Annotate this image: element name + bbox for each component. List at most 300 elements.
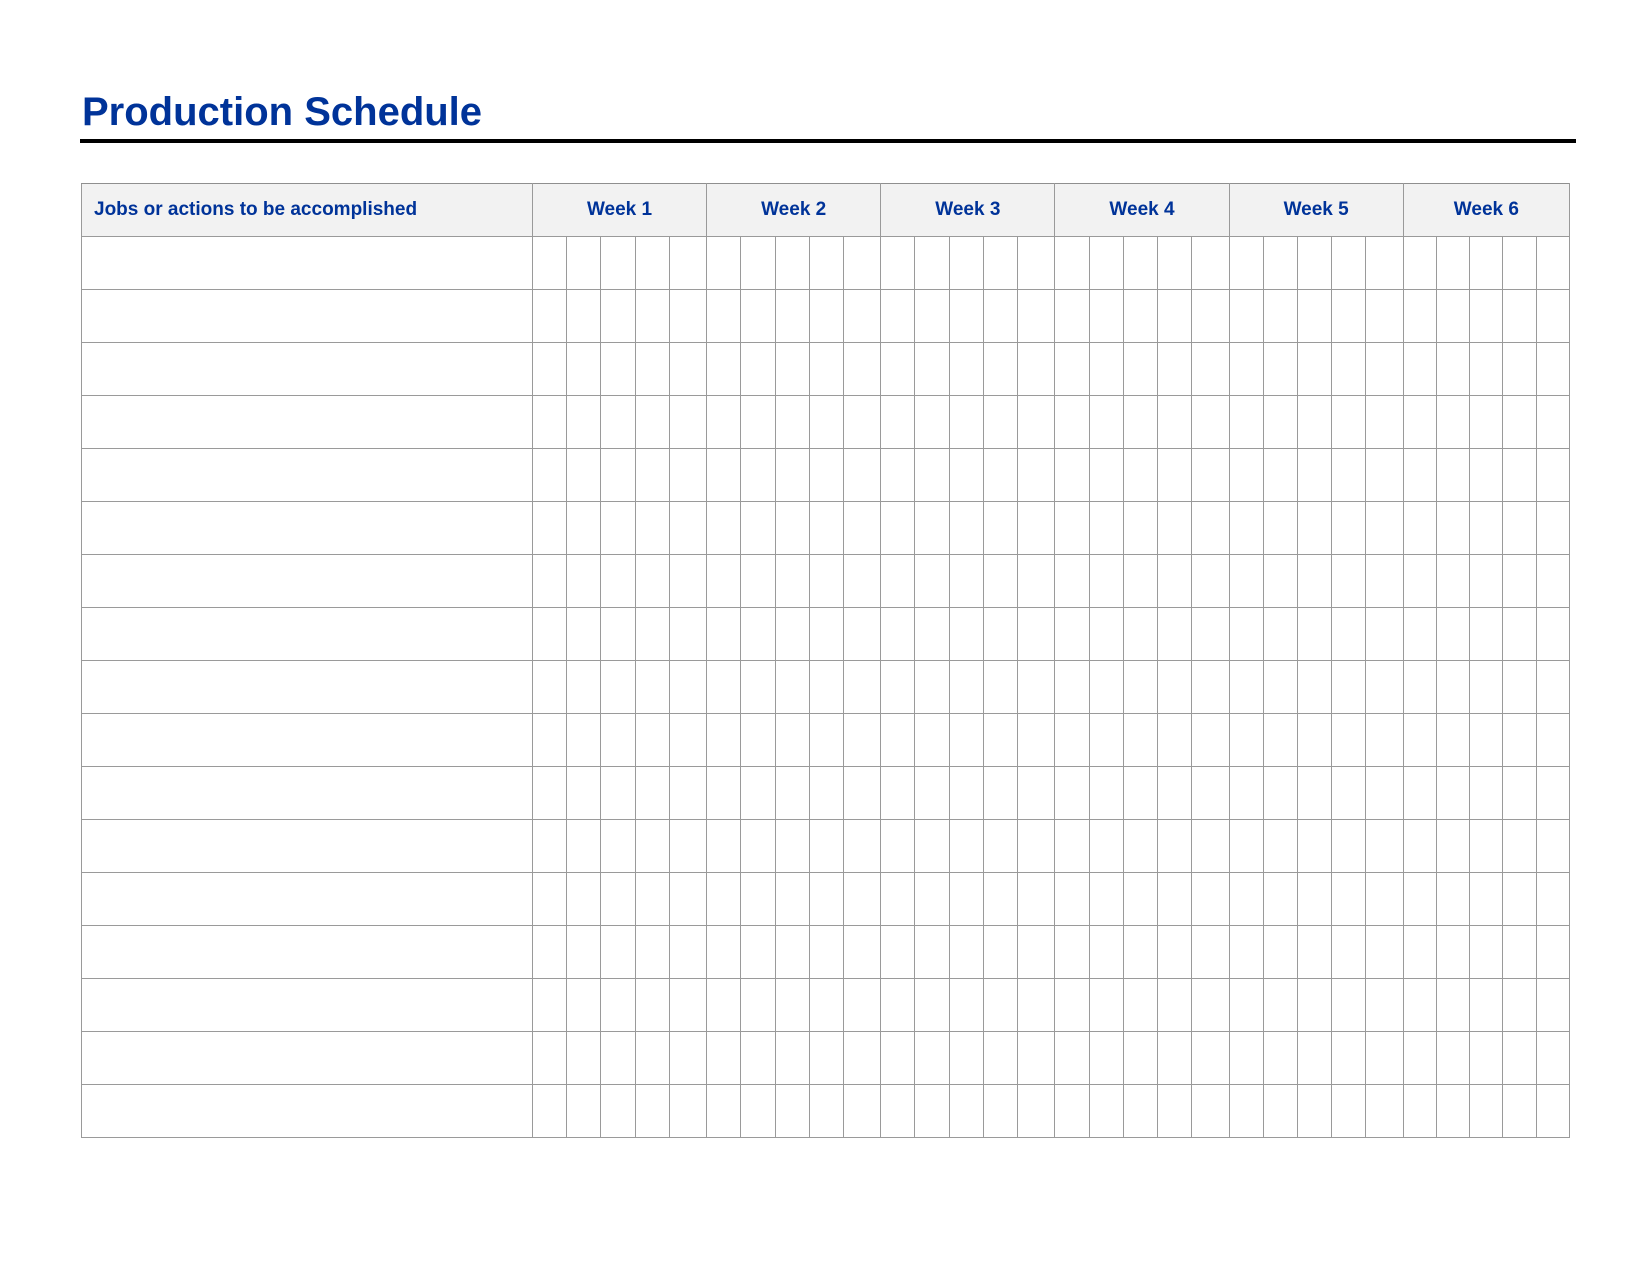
day-cell[interactable] bbox=[567, 767, 601, 820]
day-cell[interactable] bbox=[1536, 926, 1569, 979]
day-cell[interactable] bbox=[983, 396, 1017, 449]
day-cell[interactable] bbox=[1123, 290, 1157, 343]
day-cell[interactable] bbox=[1123, 1085, 1157, 1138]
day-cell[interactable] bbox=[1366, 608, 1403, 661]
day-cell[interactable] bbox=[1470, 873, 1503, 926]
day-cell[interactable] bbox=[809, 555, 843, 608]
day-cell[interactable] bbox=[1503, 1032, 1536, 1085]
day-cell[interactable] bbox=[601, 608, 635, 661]
day-cell[interactable] bbox=[983, 1032, 1017, 1085]
day-cell[interactable] bbox=[1192, 661, 1229, 714]
day-cell[interactable] bbox=[1436, 1085, 1469, 1138]
day-cell[interactable] bbox=[1503, 926, 1536, 979]
day-cell[interactable] bbox=[1229, 661, 1263, 714]
day-cell[interactable] bbox=[601, 820, 635, 873]
day-cell[interactable] bbox=[1055, 767, 1089, 820]
day-cell[interactable] bbox=[1158, 1032, 1192, 1085]
day-cell[interactable] bbox=[567, 237, 601, 290]
day-cell[interactable] bbox=[1018, 661, 1055, 714]
day-cell[interactable] bbox=[881, 661, 915, 714]
day-cell[interactable] bbox=[1089, 661, 1123, 714]
day-cell[interactable] bbox=[1298, 396, 1332, 449]
day-cell[interactable] bbox=[1263, 661, 1297, 714]
day-cell[interactable] bbox=[809, 290, 843, 343]
day-cell[interactable] bbox=[1229, 343, 1263, 396]
day-cell[interactable] bbox=[1089, 608, 1123, 661]
day-cell[interactable] bbox=[881, 396, 915, 449]
day-cell[interactable] bbox=[881, 1032, 915, 1085]
day-cell[interactable] bbox=[949, 661, 983, 714]
day-cell[interactable] bbox=[1503, 1085, 1536, 1138]
day-cell[interactable] bbox=[881, 290, 915, 343]
day-cell[interactable] bbox=[1332, 343, 1366, 396]
day-cell[interactable] bbox=[843, 343, 880, 396]
day-cell[interactable] bbox=[949, 1032, 983, 1085]
day-cell[interactable] bbox=[1123, 237, 1157, 290]
day-cell[interactable] bbox=[843, 449, 880, 502]
day-cell[interactable] bbox=[1366, 767, 1403, 820]
day-cell[interactable] bbox=[809, 926, 843, 979]
day-cell[interactable] bbox=[983, 449, 1017, 502]
day-cell[interactable] bbox=[775, 873, 809, 926]
day-cell[interactable] bbox=[635, 449, 669, 502]
day-cell[interactable] bbox=[741, 767, 775, 820]
day-cell[interactable] bbox=[881, 767, 915, 820]
day-cell[interactable] bbox=[1055, 714, 1089, 767]
day-cell[interactable] bbox=[1229, 767, 1263, 820]
day-cell[interactable] bbox=[1298, 290, 1332, 343]
day-cell[interactable] bbox=[1403, 1032, 1436, 1085]
day-cell[interactable] bbox=[1366, 873, 1403, 926]
day-cell[interactable] bbox=[707, 449, 741, 502]
day-cell[interactable] bbox=[1229, 926, 1263, 979]
job-cell[interactable] bbox=[82, 714, 533, 767]
day-cell[interactable] bbox=[1470, 979, 1503, 1032]
day-cell[interactable] bbox=[1470, 237, 1503, 290]
day-cell[interactable] bbox=[1403, 555, 1436, 608]
day-cell[interactable] bbox=[1018, 449, 1055, 502]
day-cell[interactable] bbox=[1192, 767, 1229, 820]
day-cell[interactable] bbox=[1089, 237, 1123, 290]
day-cell[interactable] bbox=[707, 396, 741, 449]
day-cell[interactable] bbox=[983, 555, 1017, 608]
day-cell[interactable] bbox=[1403, 979, 1436, 1032]
day-cell[interactable] bbox=[567, 608, 601, 661]
day-cell[interactable] bbox=[775, 608, 809, 661]
day-cell[interactable] bbox=[1332, 873, 1366, 926]
day-cell[interactable] bbox=[1089, 714, 1123, 767]
day-cell[interactable] bbox=[843, 714, 880, 767]
day-cell[interactable] bbox=[1229, 1085, 1263, 1138]
day-cell[interactable] bbox=[1192, 343, 1229, 396]
day-cell[interactable] bbox=[983, 502, 1017, 555]
day-cell[interactable] bbox=[601, 1032, 635, 1085]
day-cell[interactable] bbox=[1366, 502, 1403, 555]
job-cell[interactable] bbox=[82, 343, 533, 396]
day-cell[interactable] bbox=[567, 979, 601, 1032]
day-cell[interactable] bbox=[1192, 290, 1229, 343]
day-cell[interactable] bbox=[915, 290, 949, 343]
day-cell[interactable] bbox=[1436, 502, 1469, 555]
day-cell[interactable] bbox=[1158, 502, 1192, 555]
day-cell[interactable] bbox=[983, 767, 1017, 820]
day-cell[interactable] bbox=[1403, 608, 1436, 661]
day-cell[interactable] bbox=[881, 502, 915, 555]
day-cell[interactable] bbox=[1332, 926, 1366, 979]
day-cell[interactable] bbox=[567, 820, 601, 873]
day-cell[interactable] bbox=[1332, 449, 1366, 502]
day-cell[interactable] bbox=[915, 714, 949, 767]
day-cell[interactable] bbox=[532, 820, 566, 873]
day-cell[interactable] bbox=[1018, 1032, 1055, 1085]
day-cell[interactable] bbox=[532, 396, 566, 449]
day-cell[interactable] bbox=[1229, 396, 1263, 449]
day-cell[interactable] bbox=[1123, 661, 1157, 714]
day-cell[interactable] bbox=[843, 873, 880, 926]
day-cell[interactable] bbox=[1332, 502, 1366, 555]
day-cell[interactable] bbox=[669, 661, 706, 714]
day-cell[interactable] bbox=[1158, 820, 1192, 873]
day-cell[interactable] bbox=[635, 502, 669, 555]
day-cell[interactable] bbox=[843, 555, 880, 608]
day-cell[interactable] bbox=[1366, 449, 1403, 502]
day-cell[interactable] bbox=[775, 661, 809, 714]
day-cell[interactable] bbox=[1470, 502, 1503, 555]
day-cell[interactable] bbox=[1229, 555, 1263, 608]
day-cell[interactable] bbox=[707, 873, 741, 926]
day-cell[interactable] bbox=[1123, 555, 1157, 608]
day-cell[interactable] bbox=[1263, 873, 1297, 926]
day-cell[interactable] bbox=[1332, 290, 1366, 343]
day-cell[interactable] bbox=[1018, 396, 1055, 449]
day-cell[interactable] bbox=[809, 502, 843, 555]
day-cell[interactable] bbox=[775, 979, 809, 1032]
day-cell[interactable] bbox=[707, 1085, 741, 1138]
day-cell[interactable] bbox=[1263, 767, 1297, 820]
day-cell[interactable] bbox=[741, 714, 775, 767]
day-cell[interactable] bbox=[775, 449, 809, 502]
day-cell[interactable] bbox=[1366, 555, 1403, 608]
day-cell[interactable] bbox=[741, 873, 775, 926]
day-cell[interactable] bbox=[707, 820, 741, 873]
day-cell[interactable] bbox=[1089, 767, 1123, 820]
day-cell[interactable] bbox=[567, 502, 601, 555]
day-cell[interactable] bbox=[983, 873, 1017, 926]
day-cell[interactable] bbox=[1229, 290, 1263, 343]
day-cell[interactable] bbox=[601, 979, 635, 1032]
job-cell[interactable] bbox=[82, 396, 533, 449]
day-cell[interactable] bbox=[635, 343, 669, 396]
day-cell[interactable] bbox=[1089, 343, 1123, 396]
day-cell[interactable] bbox=[1055, 661, 1089, 714]
day-cell[interactable] bbox=[1436, 767, 1469, 820]
day-cell[interactable] bbox=[1298, 1085, 1332, 1138]
job-cell[interactable] bbox=[82, 926, 533, 979]
day-cell[interactable] bbox=[843, 502, 880, 555]
day-cell[interactable] bbox=[601, 290, 635, 343]
day-cell[interactable] bbox=[983, 661, 1017, 714]
day-cell[interactable] bbox=[1403, 873, 1436, 926]
day-cell[interactable] bbox=[532, 449, 566, 502]
day-cell[interactable] bbox=[669, 767, 706, 820]
day-cell[interactable] bbox=[1158, 343, 1192, 396]
day-cell[interactable] bbox=[1123, 608, 1157, 661]
day-cell[interactable] bbox=[741, 979, 775, 1032]
day-cell[interactable] bbox=[1403, 396, 1436, 449]
day-cell[interactable] bbox=[741, 608, 775, 661]
day-cell[interactable] bbox=[1332, 714, 1366, 767]
day-cell[interactable] bbox=[843, 237, 880, 290]
day-cell[interactable] bbox=[669, 1085, 706, 1138]
day-cell[interactable] bbox=[741, 661, 775, 714]
day-cell[interactable] bbox=[669, 820, 706, 873]
day-cell[interactable] bbox=[1192, 926, 1229, 979]
day-cell[interactable] bbox=[843, 820, 880, 873]
day-cell[interactable] bbox=[635, 555, 669, 608]
day-cell[interactable] bbox=[1332, 1032, 1366, 1085]
day-cell[interactable] bbox=[669, 1032, 706, 1085]
day-cell[interactable] bbox=[567, 714, 601, 767]
day-cell[interactable] bbox=[1089, 1032, 1123, 1085]
day-cell[interactable] bbox=[843, 767, 880, 820]
day-cell[interactable] bbox=[532, 502, 566, 555]
day-cell[interactable] bbox=[775, 396, 809, 449]
day-cell[interactable] bbox=[1263, 1032, 1297, 1085]
day-cell[interactable] bbox=[1403, 926, 1436, 979]
day-cell[interactable] bbox=[843, 608, 880, 661]
day-cell[interactable] bbox=[915, 396, 949, 449]
day-cell[interactable] bbox=[1192, 237, 1229, 290]
day-cell[interactable] bbox=[741, 237, 775, 290]
day-cell[interactable] bbox=[635, 1032, 669, 1085]
day-cell[interactable] bbox=[983, 979, 1017, 1032]
day-cell[interactable] bbox=[1436, 396, 1469, 449]
day-cell[interactable] bbox=[567, 555, 601, 608]
day-cell[interactable] bbox=[601, 926, 635, 979]
day-cell[interactable] bbox=[1332, 979, 1366, 1032]
day-cell[interactable] bbox=[915, 449, 949, 502]
day-cell[interactable] bbox=[1158, 661, 1192, 714]
day-cell[interactable] bbox=[1192, 396, 1229, 449]
day-cell[interactable] bbox=[949, 502, 983, 555]
day-cell[interactable] bbox=[915, 237, 949, 290]
day-cell[interactable] bbox=[843, 1032, 880, 1085]
day-cell[interactable] bbox=[532, 608, 566, 661]
day-cell[interactable] bbox=[1436, 661, 1469, 714]
day-cell[interactable] bbox=[1263, 979, 1297, 1032]
day-cell[interactable] bbox=[635, 290, 669, 343]
day-cell[interactable] bbox=[949, 449, 983, 502]
job-cell[interactable] bbox=[82, 502, 533, 555]
day-cell[interactable] bbox=[1229, 820, 1263, 873]
day-cell[interactable] bbox=[881, 979, 915, 1032]
day-cell[interactable] bbox=[1263, 502, 1297, 555]
day-cell[interactable] bbox=[1158, 979, 1192, 1032]
day-cell[interactable] bbox=[881, 555, 915, 608]
day-cell[interactable] bbox=[915, 343, 949, 396]
day-cell[interactable] bbox=[1436, 873, 1469, 926]
day-cell[interactable] bbox=[1298, 926, 1332, 979]
day-cell[interactable] bbox=[1298, 820, 1332, 873]
day-cell[interactable] bbox=[1192, 449, 1229, 502]
day-cell[interactable] bbox=[775, 290, 809, 343]
day-cell[interactable] bbox=[1298, 608, 1332, 661]
job-cell[interactable] bbox=[82, 1032, 533, 1085]
day-cell[interactable] bbox=[1229, 449, 1263, 502]
day-cell[interactable] bbox=[1192, 1032, 1229, 1085]
day-cell[interactable] bbox=[567, 449, 601, 502]
day-cell[interactable] bbox=[1503, 661, 1536, 714]
day-cell[interactable] bbox=[601, 396, 635, 449]
day-cell[interactable] bbox=[1536, 1085, 1569, 1138]
day-cell[interactable] bbox=[532, 555, 566, 608]
day-cell[interactable] bbox=[1298, 502, 1332, 555]
day-cell[interactable] bbox=[532, 714, 566, 767]
day-cell[interactable] bbox=[1403, 449, 1436, 502]
day-cell[interactable] bbox=[775, 1085, 809, 1138]
day-cell[interactable] bbox=[1503, 449, 1536, 502]
day-cell[interactable] bbox=[1298, 343, 1332, 396]
day-cell[interactable] bbox=[1192, 502, 1229, 555]
day-cell[interactable] bbox=[1192, 820, 1229, 873]
day-cell[interactable] bbox=[1263, 820, 1297, 873]
day-cell[interactable] bbox=[1089, 449, 1123, 502]
day-cell[interactable] bbox=[949, 873, 983, 926]
day-cell[interactable] bbox=[1436, 237, 1469, 290]
day-cell[interactable] bbox=[1470, 1032, 1503, 1085]
day-cell[interactable] bbox=[949, 714, 983, 767]
day-cell[interactable] bbox=[1536, 290, 1569, 343]
day-cell[interactable] bbox=[1018, 555, 1055, 608]
day-cell[interactable] bbox=[1366, 237, 1403, 290]
day-cell[interactable] bbox=[1436, 714, 1469, 767]
day-cell[interactable] bbox=[1263, 343, 1297, 396]
day-cell[interactable] bbox=[983, 343, 1017, 396]
day-cell[interactable] bbox=[1123, 449, 1157, 502]
day-cell[interactable] bbox=[1298, 979, 1332, 1032]
day-cell[interactable] bbox=[1536, 979, 1569, 1032]
day-cell[interactable] bbox=[635, 661, 669, 714]
day-cell[interactable] bbox=[1536, 555, 1569, 608]
day-cell[interactable] bbox=[1503, 343, 1536, 396]
day-cell[interactable] bbox=[532, 237, 566, 290]
day-cell[interactable] bbox=[567, 661, 601, 714]
day-cell[interactable] bbox=[1536, 661, 1569, 714]
day-cell[interactable] bbox=[1366, 396, 1403, 449]
day-cell[interactable] bbox=[669, 873, 706, 926]
day-cell[interactable] bbox=[775, 502, 809, 555]
day-cell[interactable] bbox=[949, 979, 983, 1032]
day-cell[interactable] bbox=[949, 290, 983, 343]
day-cell[interactable] bbox=[1366, 820, 1403, 873]
job-cell[interactable] bbox=[82, 1085, 533, 1138]
day-cell[interactable] bbox=[1018, 502, 1055, 555]
day-cell[interactable] bbox=[707, 714, 741, 767]
day-cell[interactable] bbox=[1089, 290, 1123, 343]
day-cell[interactable] bbox=[1123, 343, 1157, 396]
day-cell[interactable] bbox=[567, 1032, 601, 1085]
day-cell[interactable] bbox=[669, 396, 706, 449]
day-cell[interactable] bbox=[1158, 555, 1192, 608]
day-cell[interactable] bbox=[1192, 608, 1229, 661]
day-cell[interactable] bbox=[601, 343, 635, 396]
day-cell[interactable] bbox=[881, 1085, 915, 1138]
day-cell[interactable] bbox=[1503, 290, 1536, 343]
day-cell[interactable] bbox=[1055, 290, 1089, 343]
day-cell[interactable] bbox=[1436, 555, 1469, 608]
day-cell[interactable] bbox=[1403, 820, 1436, 873]
day-cell[interactable] bbox=[532, 1085, 566, 1138]
day-cell[interactable] bbox=[669, 714, 706, 767]
day-cell[interactable] bbox=[1018, 237, 1055, 290]
day-cell[interactable] bbox=[669, 555, 706, 608]
day-cell[interactable] bbox=[532, 767, 566, 820]
day-cell[interactable] bbox=[1503, 714, 1536, 767]
day-cell[interactable] bbox=[809, 396, 843, 449]
day-cell[interactable] bbox=[1536, 237, 1569, 290]
day-cell[interactable] bbox=[635, 608, 669, 661]
day-cell[interactable] bbox=[915, 555, 949, 608]
day-cell[interactable] bbox=[843, 926, 880, 979]
day-cell[interactable] bbox=[775, 237, 809, 290]
day-cell[interactable] bbox=[809, 1032, 843, 1085]
day-cell[interactable] bbox=[1366, 343, 1403, 396]
day-cell[interactable] bbox=[1332, 237, 1366, 290]
job-cell[interactable] bbox=[82, 555, 533, 608]
day-cell[interactable] bbox=[1055, 555, 1089, 608]
day-cell[interactable] bbox=[1403, 237, 1436, 290]
day-cell[interactable] bbox=[1470, 555, 1503, 608]
day-cell[interactable] bbox=[707, 237, 741, 290]
day-cell[interactable] bbox=[1436, 926, 1469, 979]
day-cell[interactable] bbox=[707, 661, 741, 714]
day-cell[interactable] bbox=[1503, 873, 1536, 926]
day-cell[interactable] bbox=[915, 1032, 949, 1085]
day-cell[interactable] bbox=[1263, 449, 1297, 502]
day-cell[interactable] bbox=[843, 661, 880, 714]
day-cell[interactable] bbox=[1192, 714, 1229, 767]
day-cell[interactable] bbox=[1158, 449, 1192, 502]
day-cell[interactable] bbox=[1503, 767, 1536, 820]
day-cell[interactable] bbox=[1055, 502, 1089, 555]
day-cell[interactable] bbox=[1332, 608, 1366, 661]
day-cell[interactable] bbox=[1470, 926, 1503, 979]
day-cell[interactable] bbox=[1403, 343, 1436, 396]
job-cell[interactable] bbox=[82, 979, 533, 1032]
day-cell[interactable] bbox=[949, 767, 983, 820]
day-cell[interactable] bbox=[1298, 661, 1332, 714]
day-cell[interactable] bbox=[1055, 1032, 1089, 1085]
day-cell[interactable] bbox=[741, 926, 775, 979]
day-cell[interactable] bbox=[707, 926, 741, 979]
day-cell[interactable] bbox=[567, 290, 601, 343]
day-cell[interactable] bbox=[1123, 396, 1157, 449]
day-cell[interactable] bbox=[881, 237, 915, 290]
day-cell[interactable] bbox=[1089, 820, 1123, 873]
day-cell[interactable] bbox=[915, 608, 949, 661]
day-cell[interactable] bbox=[1436, 820, 1469, 873]
day-cell[interactable] bbox=[1089, 396, 1123, 449]
job-cell[interactable] bbox=[82, 873, 533, 926]
day-cell[interactable] bbox=[1263, 396, 1297, 449]
day-cell[interactable] bbox=[635, 820, 669, 873]
day-cell[interactable] bbox=[635, 926, 669, 979]
day-cell[interactable] bbox=[1055, 926, 1089, 979]
job-cell[interactable] bbox=[82, 661, 533, 714]
day-cell[interactable] bbox=[1123, 873, 1157, 926]
day-cell[interactable] bbox=[601, 661, 635, 714]
day-cell[interactable] bbox=[1192, 1085, 1229, 1138]
